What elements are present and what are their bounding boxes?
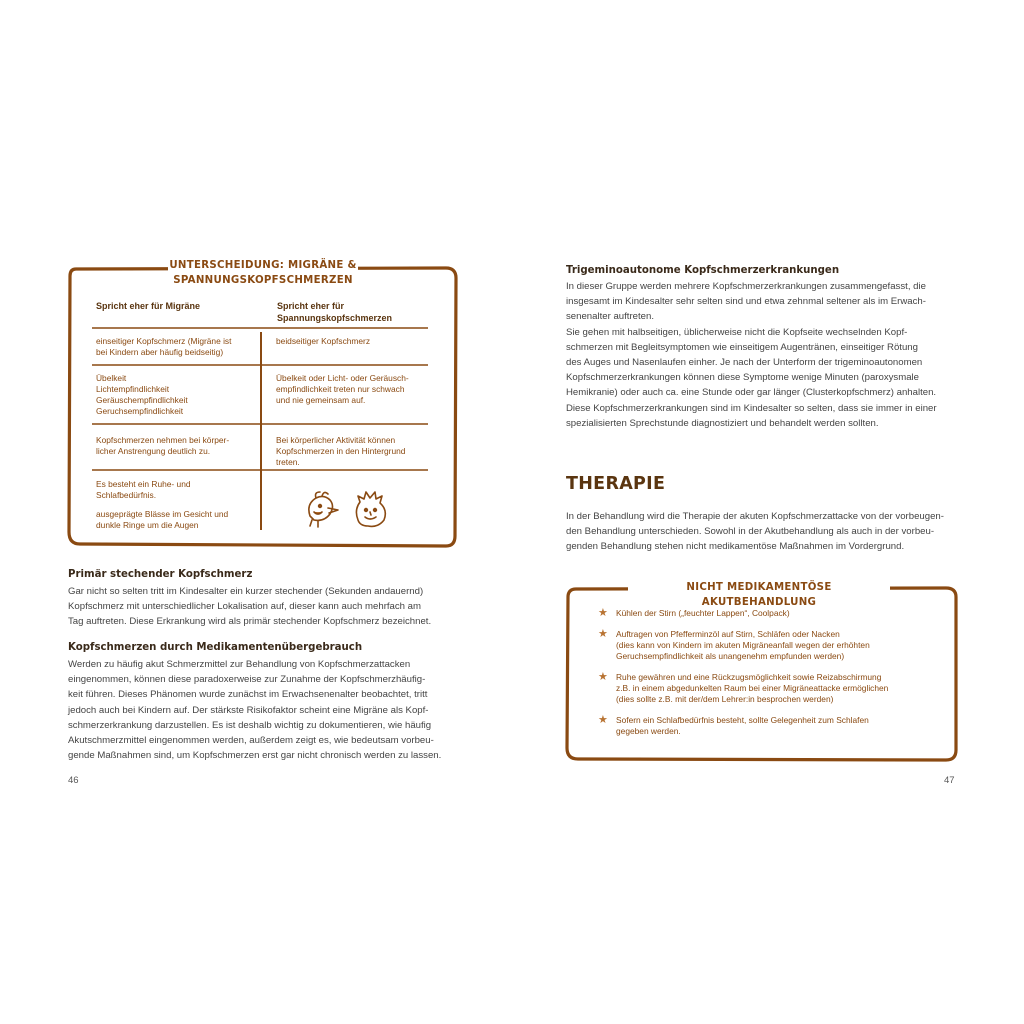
cell-line: Übelkeit	[96, 373, 127, 383]
section-heading-trigeminal: Trigeminoautonome Kopfschmerzerkrankungen	[566, 265, 840, 276]
list-line: (dies sollte z.B. mit der/dem Lehrer:in besprochen werden)	[616, 694, 834, 704]
col-head-tension-line2: Spannungskopfschmerzen	[277, 313, 393, 323]
section-body-medication-overuse	[68, 657, 460, 763]
cell-line: Bei körperlicher Aktivität können	[276, 435, 396, 445]
text-line: Hemikranie) oder auch ca. eine Stunde oder gar länger (Clusterkopfschmerz) anhalten.	[566, 387, 937, 399]
cell-line: Lichtempfindlichkeit	[96, 384, 170, 394]
cell-line: empfindlichkeit treten nur schwach	[276, 384, 405, 394]
section-body-trigeminal	[566, 279, 958, 431]
text-line: In der Behandlung wird die Therapie der akuten Kopfschmerzattacke von der vorbeugen-	[566, 511, 944, 522]
row2-right	[276, 373, 446, 406]
cell-line: Geräuschempfindlichkeit	[96, 395, 188, 405]
cell-line: dunkle Ringe um die Augen	[96, 520, 199, 530]
cell-line: Es besteht ein Ruhe- und	[96, 479, 191, 489]
text-line: genden Behandlung stehen nicht medikamentöse Maßnahmen im Vordergrund.	[566, 541, 905, 553]
row1-left	[96, 336, 261, 358]
text-line: senenalter auftreten.	[566, 311, 655, 323]
comparison-box-title	[168, 258, 358, 288]
text-line: Werden zu häufig akut Schmerzmittel zur Behandlung von Kopfschmerzattacken	[68, 659, 411, 670]
text-line: In dieser Gruppe werden mehrere Kopfschmerzerkrankungen zusammengefasst, die	[566, 281, 926, 292]
text-line: Akutschmerzmittel eingenommen werden, außerdem zeigt es, wie bedeutsam vorbeu-	[68, 735, 434, 747]
text-line: jedoch auch bei Kindern auf. Der stärkste Risikofaktor scheint eine Migräne als Kopf-	[68, 704, 429, 716]
cell-line: Übelkeit oder Licht- oder Geräusch-	[276, 373, 409, 383]
list-line: (dies kann von Kindern im akuten Migräneanfall wegen der erhöhten	[616, 640, 870, 650]
star-bullet-icon: ★	[598, 714, 608, 726]
cell-line: bei Kindern aber häufig beidseitig)	[96, 347, 224, 357]
bird-character-icon	[309, 492, 338, 527]
star-bullet-icon: ★	[598, 607, 608, 619]
col-head-tension-line1: Spricht eher für	[277, 301, 345, 311]
list-item	[598, 672, 948, 705]
row3-left	[96, 435, 261, 457]
therapie-body	[566, 509, 958, 555]
section-heading-medication-overuse: Kopfschmerzen durch Medikamentenübergebrauch	[68, 642, 363, 653]
acute-treatment-box-title: NICHT MEDIKAMENTÖSE AKUTBEHANDLUNG	[628, 580, 890, 610]
row1-right	[276, 336, 441, 347]
cell-line: Schlafbedürfnis.	[96, 490, 157, 500]
cell-line: treten.	[276, 457, 300, 467]
text-line: schmerzerkrankung darzustellen. Es ist deshalb wichtig zu dokumentieren, wie häufig	[68, 719, 432, 731]
text-line: den Behandlung unterschieden. Sowohl in der Akutbehandlung als auch in der vorbeu-	[566, 526, 935, 538]
list-line: Geruchsempfindlichkeit als unangenehm empfunden werden)	[616, 651, 845, 661]
list-line: Auftragen von Pfefferminzöl auf Stirn, Schläfen oder Nacken	[616, 629, 840, 639]
cell-line: licher Anstrengung deutlich zu.	[96, 446, 211, 456]
section-heading-primary-stabbing: Primär stechender Kopfschmerz	[68, 569, 253, 580]
hedgehog-character-icon	[356, 492, 385, 526]
col-head-migraine: Spricht eher für Migräne	[96, 301, 201, 311]
text-line: Kopfschmerz mit unterschiedlicher Lokalisation auf, dieser kann auch mehrfach am	[68, 601, 422, 613]
text-line: Kopfschmerzerkrankungen können diese Symptome wenige Minuten (paroxysmale	[566, 372, 920, 384]
list-item	[598, 715, 948, 737]
text-line: gende Maßnahmen sind, um Kopfschmerzen erst gar nicht chronisch werden zu lassen.	[68, 750, 442, 762]
box-title-line1: UNTERSCHEIDUNG: MIGRÄNE &	[169, 260, 357, 271]
list-line: Kühlen der Stirn („feuchter Lappen“, Coolpack)	[616, 608, 790, 618]
acute-treatment-list	[598, 608, 948, 737]
mascot-illustration	[302, 486, 394, 530]
text-line: schmerzen mit Begleitsymptomen wie einseitigem Augentränen, einseitiger Rötung	[566, 341, 918, 353]
list-line: Sofern ein Schlafbedürfnis besteht, sollte Gelegenheit zum Schlafen	[616, 715, 869, 725]
cell-line: und nie gemeinsam auf.	[276, 395, 366, 405]
cell-line: Kopfschmerzen in den Hintergrund	[276, 446, 406, 456]
section-body-primary-stabbing	[68, 584, 460, 630]
list-line: Ruhe gewähren und eine Rückzugsmöglichkeit sowie Reizabschirmung	[616, 672, 882, 682]
list-line: z.B. in einem abgedunkelten Raum bei einer Migräneattacke ermöglichen	[616, 683, 889, 693]
row4-left	[96, 479, 261, 531]
text-line: keit führen. Dieses Phänomen wurde zunächst im Erwachsenenalter beobachtet, tritt	[68, 689, 428, 701]
cell-line: einseitiger Kopfschmerz (Migräne ist	[96, 336, 232, 346]
star-bullet-icon: ★	[598, 671, 608, 683]
row3-right	[276, 435, 446, 468]
page-number-left: 46	[68, 775, 79, 786]
cell-line: Geruchsempfindlichkeit	[96, 406, 184, 416]
list-item	[598, 629, 948, 662]
cell-line: beidseitiger Kopfschmerz	[276, 336, 371, 346]
page-number-right: 47	[944, 775, 955, 786]
text-line: Tag auftreten. Diese Erkrankung wird als primär stechender Kopfschmerz bezeichnet.	[68, 616, 432, 628]
list-item	[598, 608, 948, 619]
list-line: gegeben werden.	[616, 726, 681, 736]
text-line: spezialisierten Sprechstunde diagnostiziert und behandelt werden sollten.	[566, 417, 879, 429]
therapie-heading: THERAPIE	[566, 474, 666, 494]
text-line: Sie gehen mit halbseitigen, üblicherweise nicht die Kopfseite wechselnden Kopf-	[566, 326, 908, 338]
box-title-line2: SPANNUNGSKOPFSCHMERZEN	[173, 275, 353, 286]
text-line: eingenommen, können diese paradoxerweise zur Zunahme der Kopfschmerzhäufig-	[68, 674, 426, 686]
star-bullet-icon: ★	[598, 628, 608, 640]
cell-line: ausgeprägte Blässe im Gesicht und	[96, 509, 229, 519]
cell-line: Kopfschmerzen nehmen bei körper-	[96, 435, 230, 445]
col-head-tension	[277, 300, 437, 324]
row2-left	[96, 373, 261, 417]
text-line: Diese Kopfschmerzerkrankungen sind im Kindesalter so selten, dass sie immer in einer	[566, 402, 937, 414]
text-line: des Auges und Nasenlaufen einher. Je nach der Unterform der trigeminoautonomen	[566, 357, 923, 369]
text-line: insgesamt im Kindesalter sehr selten sind und etwa zehnmal seltener als im Erwach-	[566, 296, 926, 308]
text-line: Gar nicht so selten tritt im Kindesalter ein kurzer stechender (Sekunden andauernd)	[68, 586, 424, 597]
